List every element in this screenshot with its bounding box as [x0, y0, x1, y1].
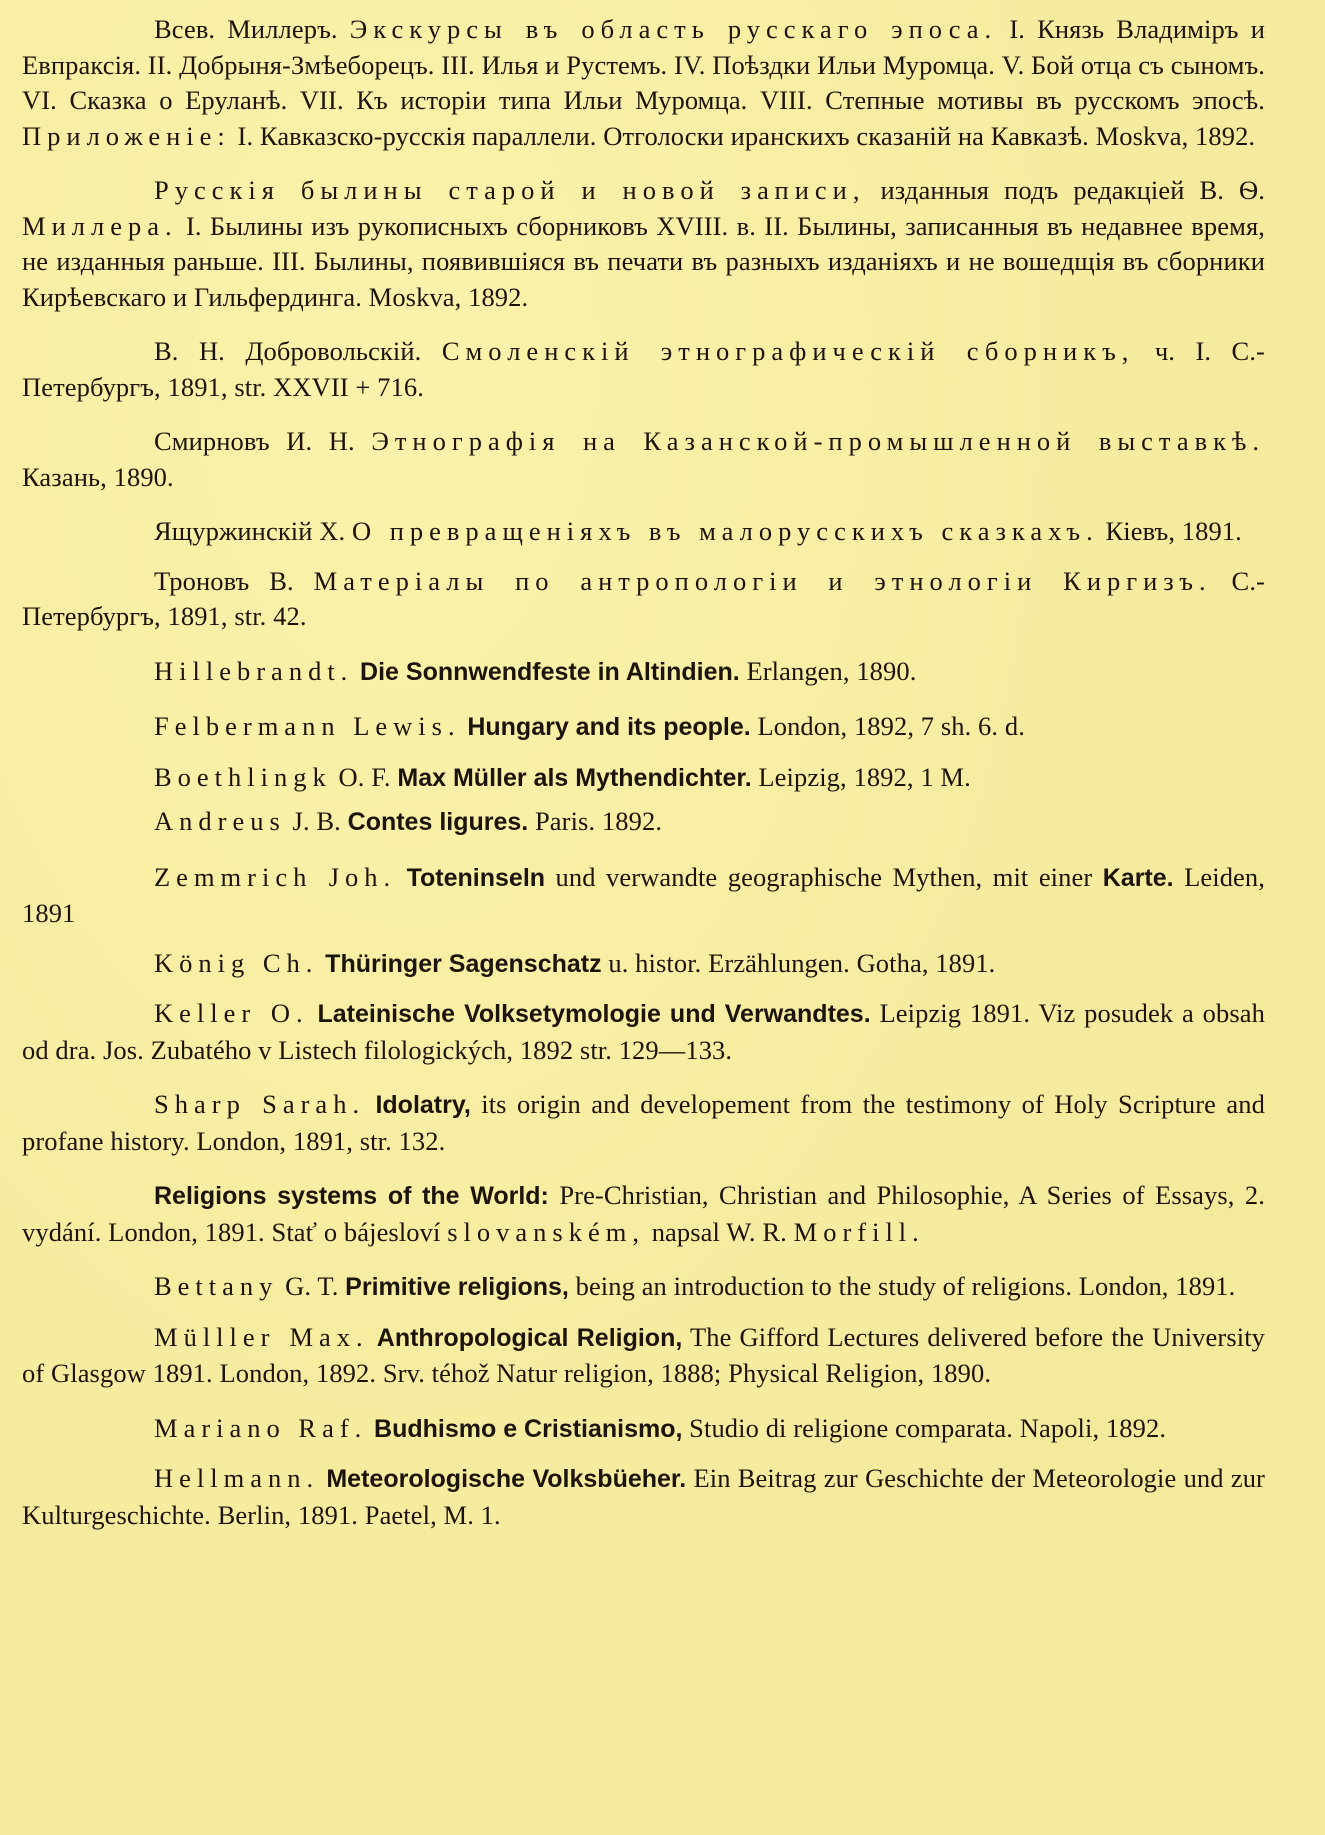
entry-details: und verwandte geographische Mythen, mit einer [555, 861, 1093, 892]
bibliography-entry [22, 1411, 1265, 1448]
entry-author: Mariano Raf. [154, 1412, 368, 1443]
entry-details: I. Князь Владиміръ и Евпраксія. II. Добрыня-Змѣеборецъ. III. Илья и Рустемъ. IV. Поѣздки Ильи Муромца. V. Бой отца съ сыномъ. VI. Сказка о Еруланѣ. VII. Къ исторіи типа Ильи Муромца. VIII. Степные мотивы въ русскомъ эпосѣ. [22, 14, 1265, 115]
entry-details: London, 1892, 7 sh. 6. d. [757, 711, 1025, 741]
entry-details: Paris. 1892. [534, 806, 663, 836]
entry-title: Экскурсы въ область русскаго эпоса. [349, 14, 998, 44]
entry-author: Hellmann. [154, 1463, 320, 1493]
entry-title: Thüringer Sagenschatz [325, 949, 602, 978]
bibliography-entry [22, 860, 1265, 932]
entry-author-initials: O. F. [338, 761, 391, 792]
entry-editor: Миллера. [22, 210, 178, 241]
entry-author: Andreus [154, 806, 286, 836]
entry-title: Max Müller als Mythendichter. [397, 763, 752, 792]
entry-appendix-label: Приложеніе: [22, 120, 231, 151]
bibliography-entry [22, 334, 1265, 405]
entry-title: Hungary and its people. [467, 713, 751, 741]
entry-details: napsal W. R. [651, 1216, 787, 1247]
entry-author: Mülller Max. [154, 1321, 369, 1352]
entry-details: изданныя подъ редакціей В. Ѳ. [880, 175, 1266, 205]
entry-title: Meteorologische Volksbüeher. [326, 1465, 687, 1493]
entry-author: König Ch. [154, 947, 319, 978]
entry-author: Всев. Миллеръ. [154, 14, 338, 44]
entry-title: Idolatry, [375, 1091, 471, 1119]
entry-author: Sharp Sarah. [154, 1089, 366, 1119]
entry-details: Erlangen, 1890. [746, 655, 917, 686]
entry-author: В. Н. Добровольскій. [154, 336, 422, 366]
entry-details-spaced: slovanském, [447, 1216, 645, 1247]
entry-author: Bettany [154, 1271, 279, 1301]
entry-author: Felbermann Lewis. [154, 711, 461, 741]
bibliography-entry [22, 514, 1265, 550]
entry-details: С.-Петербургъ, 1891, str. 42. [22, 565, 1265, 631]
entry-title: Русскія былины старой и новой записи, [154, 175, 866, 205]
bibliography-entry [22, 12, 1265, 154]
entry-author-initials: J. B. [292, 806, 341, 836]
entry-details: The Gifford Lectures delivered before the University of Glasgow 1891. London, 1892. Srv. téhož Natur religion, 1888; Physical Religion, 1890. [22, 1321, 1266, 1388]
entry-title: Contes ligures. [347, 808, 529, 836]
entry-title: Смоленскій этнографическій сборникъ, [441, 336, 1135, 366]
entry-details: I. Былины изъ рукописныхъ сборниковъ XVIII. в. II. Былины, записанныя въ недавнее время, не изданныя раньше. III. Былины, появившіяся въ печати въ разныхъ изданіяхъ и не вошедщія въ сборники Кирѣевскаго и Гильфердинга. Moskva, 1892. [22, 210, 1265, 312]
bibliography-entry [22, 564, 1265, 635]
entry-details: ч. I. С.-Петербургъ, 1891, str. XXVII + 716. [22, 336, 1265, 402]
bibliography-entry [22, 996, 1265, 1068]
entry-author: Keller O. [154, 998, 309, 1028]
bibliography-entry [22, 1269, 1265, 1306]
bibliography-entry [22, 946, 1265, 983]
bibliography-entry [22, 709, 1265, 746]
entry-details: being an introduction to the study of religions. London, 1891. [575, 1271, 1236, 1301]
entry-title: Lateinische Volksetymologie und Verwandtes. [317, 1000, 871, 1028]
entry-details: Кіевъ, 1891. [1105, 516, 1242, 546]
entry-details: Leiden, 1891 [22, 861, 1265, 928]
entry-details: Leipzig 1891. Viz posudek a obsah od dra. Jos. Zubatého v Listech filologických, 1892 str. 129—133. [22, 998, 1265, 1065]
bibliography-entry [22, 173, 1265, 315]
bibliography-entry [22, 1461, 1265, 1533]
entry-author: Ящуржинскій Х. [154, 516, 346, 546]
entry-title: О превращеніяхъ въ малорусскихъ сказкахъ. [351, 516, 1099, 546]
entry-author: Троновъ В. [154, 565, 294, 596]
entry-title: Toteninseln [406, 863, 546, 892]
entry-title: Die Sonnwendfeste in Altindien. [360, 657, 740, 686]
entry-translator: Morfill. [793, 1216, 925, 1247]
entry-title: Этнографія на Казанской-промышленной выставкѣ. [371, 426, 1265, 456]
bibliography-entry [22, 1320, 1265, 1392]
entry-title: Primitive religions, [345, 1273, 569, 1301]
entry-appendix: I. Кавказско-русскія параллели. Отголоски иранскихъ сказаній на Кавказѣ. Moskva, 1892. [237, 120, 1256, 151]
bibliography-entry [22, 804, 1265, 841]
entry-title: Anthropological Religion, [376, 1323, 683, 1352]
bibliography-entry [22, 1178, 1265, 1250]
entry-details: Studio di religione comparata. Napoli, 1892. [689, 1412, 1167, 1443]
entry-details: Pre-Christian, Christian and Philosophie, A Series of Essays, 2. vydání. London, 1891. Stať o bájesloví [22, 1180, 1265, 1247]
entry-title: Religions systems of the World: [154, 1182, 549, 1210]
entry-details: u. histor. Erzählungen. Gotha, 1891. [608, 947, 996, 978]
entry-title-part: Karte. [1102, 863, 1174, 892]
entry-title: Budhismo e Cristianismo, [374, 1414, 683, 1443]
bibliography-entry [22, 760, 1265, 797]
entry-author: Zemmrich Joh. [154, 861, 397, 892]
entry-author: Смирновъ И. Н. [154, 426, 355, 456]
bibliography-entry [22, 424, 1265, 495]
entry-details: its origin and developement from the testimony of Holy Scripture and profane history. London, 1891, str. 132. [22, 1089, 1265, 1156]
bibliography-entry [22, 654, 1265, 691]
bibliography-entry [22, 1087, 1265, 1159]
entry-details: Leipzig, 1892, 1 M. [758, 761, 971, 792]
entry-author-initials: G. T. [285, 1271, 339, 1301]
entry-author: Hillebrandt. [154, 655, 354, 686]
entry-author: Boethlingk [154, 761, 332, 792]
entry-title: Матеріалы по антропологіи и этнологіи Киргизъ. [313, 565, 1212, 596]
entry-details: Казань, 1890. [22, 461, 174, 492]
entry-details: Ein Beitrag zur Geschichte der Meteorologie und zur Kulturgeschichte. Berlin, 1891. Paetel, M. 1. [22, 1463, 1265, 1530]
